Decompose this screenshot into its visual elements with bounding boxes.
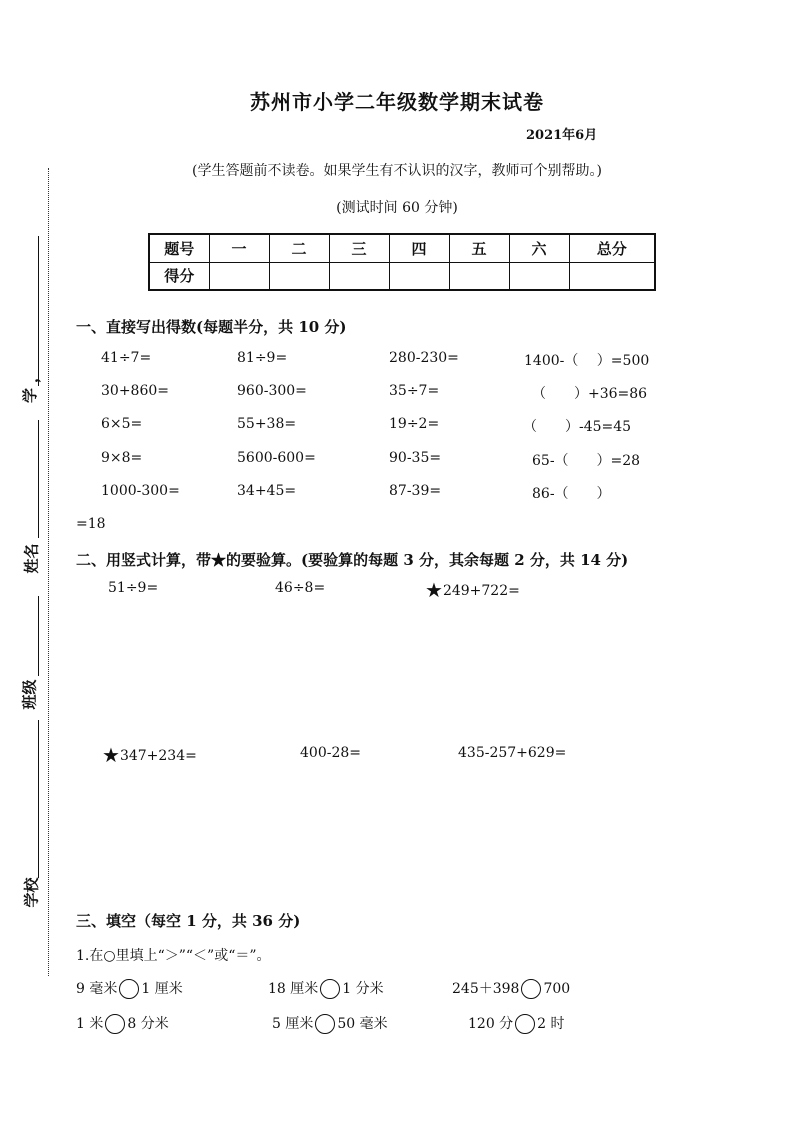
write-line-school — [38, 720, 39, 878]
score-table — [148, 233, 656, 291]
write-line-class — [38, 596, 39, 676]
score-input-cell[interactable] — [389, 262, 449, 290]
test-duration: (测试时间 60 分钟) — [336, 200, 458, 216]
exam-date: 2021年6月 — [526, 128, 598, 143]
answer-circle[interactable] — [119, 979, 139, 999]
answer-circle[interactable] — [315, 1014, 335, 1034]
oral-question: 65-（ ）=28 — [532, 453, 641, 469]
section3-heading: 三、填空（每空 1 分，共 36 分) — [76, 912, 301, 930]
score-table-cell: 一 — [209, 234, 269, 262]
score-table-cell: 三 — [329, 234, 389, 262]
score-table-cell: 四 — [389, 234, 449, 262]
oral-question: 1400-（ ）=500 — [524, 353, 650, 369]
oral-question: （ ）-45=45 — [523, 419, 632, 435]
score-input-cell[interactable] — [509, 262, 569, 290]
side-label-school: 学校 — [22, 877, 41, 908]
side-label-comma: ， — [23, 367, 42, 384]
oral-question: 41÷7= — [101, 350, 152, 366]
oral-question-continuation: =18 — [76, 516, 106, 532]
oral-question: 960-300= — [237, 383, 307, 399]
oral-question: 34+45= — [237, 483, 297, 499]
score-input-cell[interactable] — [449, 262, 509, 290]
score-input-cell[interactable] — [269, 262, 329, 290]
oral-question: 5600-600= — [237, 450, 316, 466]
star-icon: ★ — [102, 743, 120, 767]
star-icon: ★ — [425, 578, 443, 602]
side-label-name: 姓名 — [22, 543, 41, 574]
compare-item: 1 米 8 分米 — [76, 1016, 169, 1032]
vertical-calc-question: 435-257+629= — [458, 745, 567, 761]
oral-question: 87-39= — [389, 483, 442, 499]
side-label-class: 班级 — [20, 679, 39, 710]
oral-question: 35÷7= — [389, 383, 440, 399]
score-table-cell: 二 — [269, 234, 329, 262]
section2-heading: 二、用竖式计算，带★的要验算。(要验算的每题 3 分，其余每题 2 分，共 14 分) — [76, 551, 629, 569]
oral-question: 19÷2= — [389, 416, 440, 432]
oral-question: 90-35= — [389, 450, 442, 466]
answer-circle[interactable] — [521, 979, 541, 999]
score-input-cell[interactable] — [209, 262, 269, 290]
answer-circle[interactable] — [105, 1014, 125, 1034]
score-table-cell: 五 — [449, 234, 509, 262]
vertical-calc-question: 46÷8= — [275, 580, 326, 596]
instruction-note: (学生答题前不读卷。如果学生有不认识的汉字，教师可个别帮助。) — [192, 163, 602, 179]
oral-question: 9×8= — [101, 450, 143, 466]
compare-item: 120 分 2 时 — [468, 1016, 565, 1032]
oral-question: 280-230= — [389, 350, 459, 366]
compare-item: 18 厘米 1 分米 — [268, 981, 384, 997]
score-table-cell: 得分 — [149, 262, 209, 290]
vertical-calc-question-check: ★249+722= — [425, 578, 520, 602]
oral-question: 86-（ ） — [532, 486, 611, 502]
vertical-calc-question: 51÷9= — [108, 580, 159, 596]
fill-question-1: 1.在○里填上“＞”“＜”或“＝”。 — [76, 948, 271, 964]
oral-question: 6×5= — [101, 416, 143, 432]
compare-item: 5 厘米 50 毫米 — [272, 1016, 388, 1032]
oral-question: 55+38= — [237, 416, 297, 432]
score-table-cell: 六 — [509, 234, 569, 262]
compare-item: 245＋398 700 — [452, 981, 571, 997]
oral-question: 30+860= — [101, 383, 169, 399]
score-table-cell: 题号 — [149, 234, 209, 262]
side-label-xue: 学 — [21, 387, 40, 404]
exam-title: 苏州市小学二年级数学期末试卷 — [250, 90, 544, 114]
write-line-xuehao — [38, 236, 39, 386]
binding-dotted-line — [48, 168, 49, 976]
score-table-header-row — [149, 234, 655, 262]
score-input-cell[interactable] — [569, 262, 655, 290]
vertical-calc-question-check: ★347+234= — [102, 743, 197, 767]
oral-question: （ ）+36=86 — [532, 386, 648, 402]
section1-heading: 一、直接写出得数(每题半分，共 10 分) — [76, 318, 347, 336]
score-table-score-row — [149, 262, 655, 290]
answer-circle[interactable] — [515, 1014, 535, 1034]
score-table-cell: 总分 — [569, 234, 655, 262]
oral-question: 1000-300= — [101, 483, 180, 499]
score-input-cell[interactable] — [329, 262, 389, 290]
vertical-calc-question: 400-28= — [300, 745, 361, 761]
compare-item: 9 毫米 1 厘米 — [76, 981, 183, 997]
answer-circle[interactable] — [320, 979, 340, 999]
write-line-name — [38, 420, 39, 538]
oral-question: 81÷9= — [237, 350, 288, 366]
